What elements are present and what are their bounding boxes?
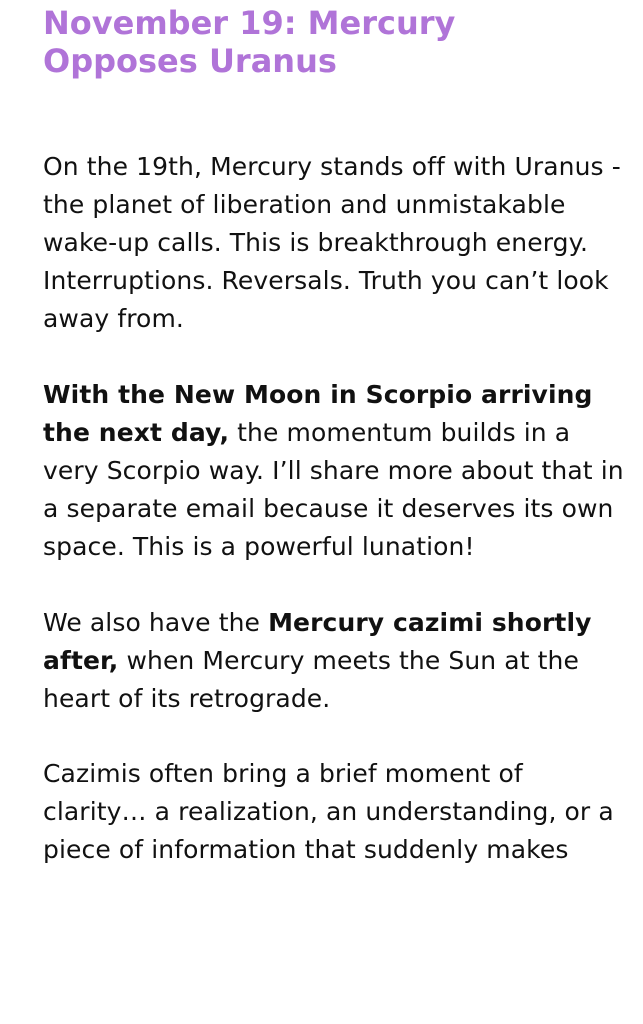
- paragraph-cazimi: [43, 604, 633, 718]
- paragraph-text: when Mercury meets the Sun at the heart of its retrograde.: [43, 646, 579, 713]
- section-heading: [43, 4, 633, 80]
- heading-line-1: November 19: Mercury: [43, 4, 456, 42]
- heading-line-2: Opposes Uranus: [43, 42, 337, 80]
- paragraph-new-moon: [43, 376, 633, 566]
- paragraph-text: the momentum builds in a very Scorpio way. I’ll share more about that in a separate email because it deserves its own space. This is a powerful lunation!: [43, 418, 624, 561]
- paragraph-text: Cazimis often bring a brief moment of clarity… a realization, an understanding, or a piece of information that suddenly makes: [43, 759, 614, 864]
- paragraph-bold-text: Mercury cazimi shortly after,: [43, 608, 592, 675]
- paragraph-text: On the 19th, Mercury stands off with Uranus - the planet of liberation and unmistakable wake-up calls. This is breakthrough energy. Interruptions. Reversals. Truth you can’t look away from.: [43, 152, 621, 333]
- article-body: [43, 0, 633, 869]
- paragraph-bold-text: With the New Moon in Scorpio arriving the next day,: [43, 380, 593, 447]
- paragraph-lead-text: We also have the: [43, 608, 269, 637]
- paragraph-cazimi-clarity: [43, 755, 633, 869]
- paragraph-mercury-uranus: [43, 148, 633, 338]
